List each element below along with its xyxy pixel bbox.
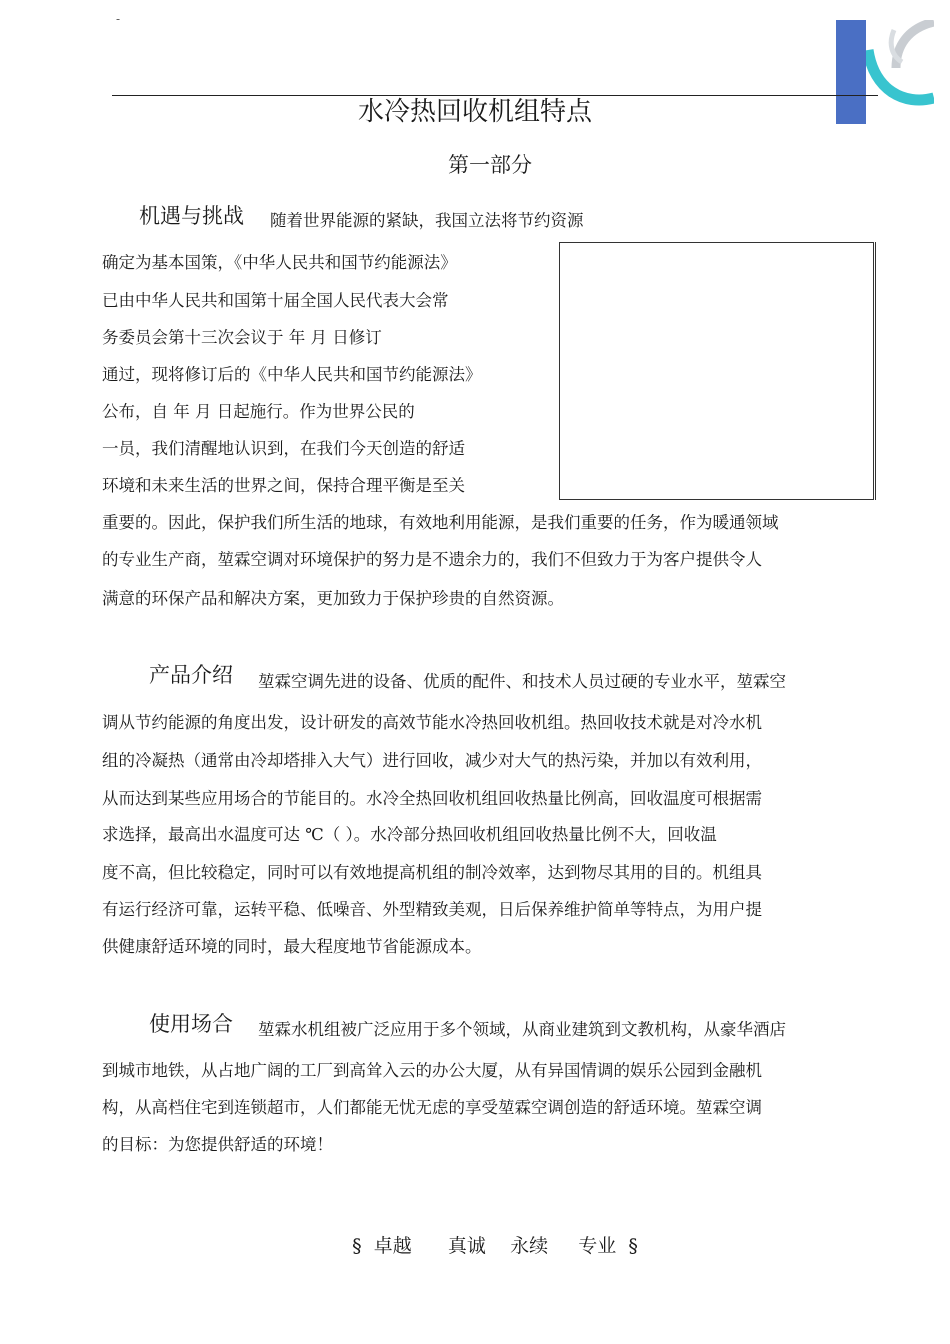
paragraph-line: 满意的环保产品和解决方案，更加致力于保护珍贵的自然资源。 — [102, 589, 564, 608]
paragraph-line: 堃霖水机组被广泛应用于多个领域，从商业建筑到文教机构，从豪华酒店 — [258, 1020, 786, 1039]
paragraph-line: 务委员会第十三次会议于 年 月 日修订 — [102, 328, 382, 347]
footer-motto: § 卓越 真诚 永续 专业 § — [352, 1235, 638, 1257]
header-mark: - — [116, 12, 121, 26]
page-subtitle: 第一部分 — [448, 153, 532, 177]
paragraph-line: 的专业生产商，堃霖空调对环境保护的努力是不遗余力的，我们不但致力于为客户提供令人 — [102, 550, 762, 569]
section-heading-opportunity: 机遇与挑战 — [139, 204, 244, 228]
paragraph-line: 供健康舒适环境的同时，最大程度地节省能源成本。 — [102, 937, 482, 956]
paragraph-line: 有运行经济可靠，运转平稳、低噪音、外型精致美观，日后保养维护简单等特点，为用户提 — [102, 900, 762, 919]
section-heading-applications: 使用场合 — [149, 1012, 233, 1036]
paragraph-line: 度不高，但比较稳定，同时可以有效地提高机组的制冷效率，达到物尽其用的目的。机组具 — [102, 863, 762, 882]
paragraph-line: 到城市地铁，从占地广阔的工厂到高耸入云的办公大厦，从有异国情调的娱乐公园到金融机 — [102, 1061, 762, 1080]
paragraph-line: 求选择，最高出水温度可达 ℃（ ）。水冷部分热回收机组回收热量比例不大，回收温 — [102, 825, 717, 844]
paragraph-line: 构，从高档住宅到连锁超市，人们都能无忧无虑的享受堃霖空调创造的舒适环境。堃霖空调 — [102, 1098, 762, 1117]
paragraph-line: 公布，自 年 月 日起施行。作为世界公民的 — [102, 402, 415, 421]
paragraph-line: 一员，我们清醒地认识到，在我们今天创造的舒适 — [102, 439, 465, 458]
paragraph-line: 调从节约能源的角度出发，设计研发的高效节能水冷热回收机组。热回收技术就是对冷水机 — [102, 713, 762, 732]
paragraph-line: 重要的。因此，保护我们所生活的地球，有效地利用能源，是我们重要的任务，作为暖通领域 — [102, 513, 779, 532]
image-placeholder — [559, 242, 874, 500]
paragraph-line: 环境和未来生活的世界之间，保持合理平衡是至关 — [102, 476, 465, 495]
paragraph-line: 从而达到某些应用场合的节能目的。水冷全热回收机组回收热量比例高，回收温度可根据需 — [102, 789, 762, 808]
paragraph-line: 确定为基本国策，《中华人民共和国节约能源法》 — [102, 253, 457, 272]
page-title: 水冷热回收机组特点 — [357, 97, 592, 127]
section-heading-product: 产品介绍 — [149, 663, 233, 687]
paragraph-line: 组的冷凝热（通常由冷却塔排入大气）进行回收，减少对大气的热污染，并加以有效利用， — [102, 751, 762, 770]
paragraph-line: 随着世界能源的紧缺，我国立法将节约资源 — [270, 211, 584, 230]
paragraph-line: 通过，现将修订后的《中华人民共和国节约能源法》 — [102, 365, 482, 384]
paragraph-line: 堃霖空调先进的设备、优质的配件、和技术人员过硬的专业水平，堃霖空 — [258, 672, 786, 691]
paragraph-line: 已由中华人民共和国第十届全国人民代表大会常 — [102, 291, 449, 310]
paragraph-line: 的目标：为您提供舒适的环境！ — [102, 1135, 333, 1154]
